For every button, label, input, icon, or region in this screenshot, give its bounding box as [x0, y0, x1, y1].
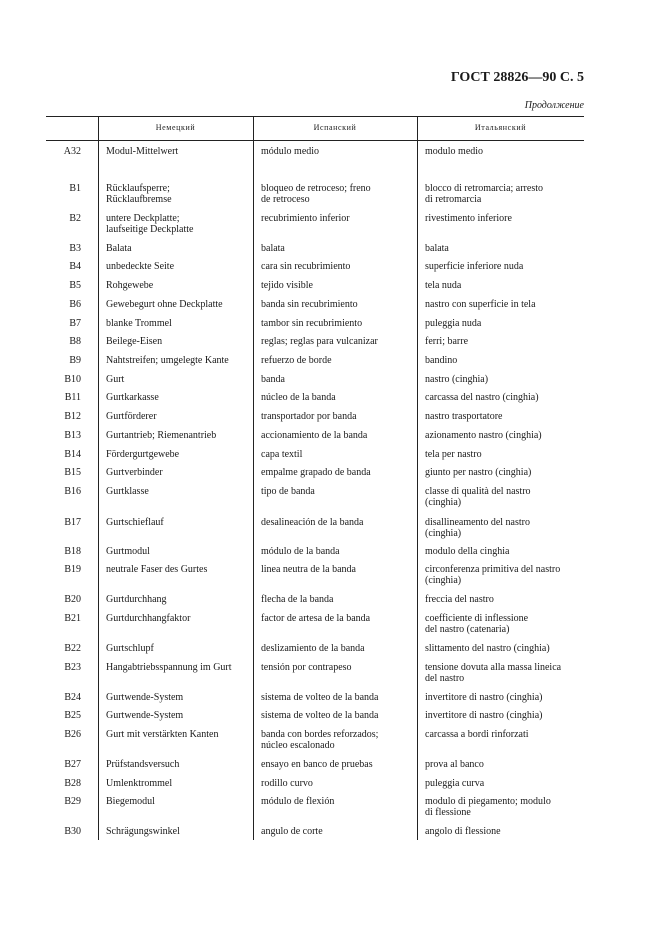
- italian-term: carcassa a bordi rinforzati: [425, 729, 529, 740]
- italian-term: modulo medio: [425, 146, 484, 157]
- italian-term: freccia del nastro: [425, 594, 494, 605]
- german-term: blanke Trommel: [106, 318, 172, 329]
- term-code: B2: [69, 213, 81, 224]
- german-term: Schrägungswinkel: [106, 826, 180, 837]
- column-divider: [98, 116, 99, 840]
- italian-term: coefficiente di inflessione del nastro (catenaria): [425, 613, 529, 635]
- spanish-term: recubrimiento inferior: [261, 213, 350, 224]
- german-term: Gurtschlupf: [106, 643, 154, 654]
- german-term: Gewebegurt ohne Deckplatte: [106, 299, 223, 310]
- german-term: Gurtschieflauf: [106, 517, 164, 528]
- german-term: Gurtantrieb; Riemenantrieb: [106, 430, 217, 441]
- german-term: Gurtkarkasse: [106, 392, 159, 403]
- spanish-term: módulo medio: [261, 146, 320, 157]
- italian-term: blocco di retromarcia; arresto di retromarcia: [425, 183, 543, 205]
- italian-term: puleggia nuda: [425, 318, 482, 329]
- spanish-term: tejido visible: [261, 280, 313, 291]
- term-code: B6: [69, 299, 81, 310]
- term-code: B22: [64, 643, 81, 654]
- spanish-term: capa textil: [261, 449, 303, 460]
- spanish-term: transportador por banda: [261, 411, 357, 422]
- term-code: B1: [69, 183, 81, 194]
- table-header-rule: [46, 140, 584, 141]
- spanish-term: flecha de la banda: [261, 594, 334, 605]
- german-term: Gurt mit verstärkten Kanten: [106, 729, 219, 740]
- term-code: B9: [69, 355, 81, 366]
- german-term: Rohgewebe: [106, 280, 154, 291]
- italian-term: superficie inferiore nuda: [425, 261, 524, 272]
- term-code: B19: [64, 564, 81, 575]
- spanish-term: empalme grapado de banda: [261, 467, 371, 478]
- spanish-term: núcleo de la banda: [261, 392, 336, 403]
- german-term: Biegemodul: [106, 796, 155, 807]
- italian-term: rivestimento inferiore: [425, 213, 512, 224]
- term-code: B24: [64, 692, 81, 703]
- german-term: Gurt: [106, 374, 125, 385]
- column-header-spanish: Испанский: [313, 123, 357, 132]
- italian-term: nastro con superficie in tela: [425, 299, 536, 310]
- italian-term: disallineamento del nastro (cinghia): [425, 517, 530, 539]
- german-term: Gurtdurchhangfaktor: [106, 613, 191, 624]
- column-header-german: Немецкий: [155, 123, 196, 132]
- term-code: B11: [64, 392, 81, 403]
- spanish-term: módulo de flexión: [261, 796, 335, 807]
- term-code: B28: [64, 778, 81, 789]
- page-header: ГОСТ 28826—90 С. 5: [450, 70, 584, 85]
- spanish-term: tensión por contrapeso: [261, 662, 352, 673]
- italian-term: modulo della cinghia: [425, 546, 510, 557]
- italian-term: nastro trasportatore: [425, 411, 503, 422]
- german-term: Gurtdurchhang: [106, 594, 167, 605]
- spanish-term: banda: [261, 374, 285, 385]
- column-divider: [417, 116, 418, 840]
- italian-term: invertitore di nastro (cinghia): [425, 692, 543, 703]
- term-code: B3: [69, 243, 81, 254]
- italian-term: tela per nastro: [425, 449, 482, 460]
- italian-term: modulo di piegamento; modulo di flessione: [425, 796, 551, 818]
- german-term: Gurtmodul: [106, 546, 150, 557]
- italian-term: balata: [425, 243, 449, 254]
- spanish-term: cara sin recubrimiento: [261, 261, 351, 272]
- spanish-term: ensayo en banco de pruebas: [261, 759, 373, 770]
- german-term: Rücklaufsperre; Rücklaufbremse: [106, 183, 172, 205]
- term-code: B26: [64, 729, 81, 740]
- term-code: B7: [69, 318, 81, 329]
- spanish-term: linea neutra de la banda: [261, 564, 356, 575]
- term-code: B23: [64, 662, 81, 673]
- italian-term: ferri; barre: [425, 336, 469, 347]
- spanish-term: sistema de volteo de la banda: [261, 710, 379, 721]
- term-code: B18: [64, 546, 81, 557]
- german-term: untere Deckplatte; laufseitige Deckplatte: [106, 213, 194, 235]
- term-code: B5: [69, 280, 81, 291]
- italian-term: classe di qualità del nastro (cinghia): [425, 486, 531, 508]
- italian-term: tela nuda: [425, 280, 462, 291]
- term-code: B30: [64, 826, 81, 837]
- spanish-term: rodillo curvo: [261, 778, 313, 789]
- term-code: B10: [64, 374, 81, 385]
- term-code: B8: [69, 336, 81, 347]
- term-code: B29: [64, 796, 81, 807]
- italian-term: azionamento nastro (cinghia): [425, 430, 542, 441]
- term-code: B15: [64, 467, 81, 478]
- spanish-term: factor de artesa de la banda: [261, 613, 371, 624]
- spanish-term: banda con bordes reforzados; núcleo escalonado: [261, 729, 379, 751]
- german-term: Gurtverbinder: [106, 467, 163, 478]
- term-code: B16: [64, 486, 81, 497]
- spanish-term: tambor sin recubrimiento: [261, 318, 363, 329]
- spanish-term: bloqueo de retroceso; freno de retroceso: [261, 183, 371, 205]
- term-code: B27: [64, 759, 81, 770]
- german-term: Fördergurtgewebe: [106, 449, 180, 460]
- german-term: Gurtwende-System: [106, 692, 184, 703]
- spanish-term: módulo de la banda: [261, 546, 340, 557]
- german-term: Gurtklasse: [106, 486, 149, 497]
- german-term: Prüfstandsversuch: [106, 759, 180, 770]
- italian-term: angolo di flessione: [425, 826, 501, 837]
- italian-term: circonferenza primitiva del nastro (cinghia): [425, 564, 561, 586]
- german-term: Hangabtriebsspannung im Gurt: [106, 662, 232, 673]
- term-code: B25: [64, 710, 81, 721]
- spanish-term: balata: [261, 243, 285, 254]
- german-term: Balata: [106, 243, 132, 254]
- continuation-label: Продолжение: [524, 100, 584, 111]
- term-code: B20: [64, 594, 81, 605]
- column-header-italian: Итальянский: [474, 123, 527, 132]
- german-term: Gurtwende-System: [106, 710, 184, 721]
- italian-term: prova al banco: [425, 759, 484, 770]
- term-code: B4: [69, 261, 81, 272]
- term-code: B17: [64, 517, 81, 528]
- italian-term: invertitore di nastro (cinghia): [425, 710, 543, 721]
- spanish-term: tipo de banda: [261, 486, 315, 497]
- german-term: Beilege-Eisen: [106, 336, 163, 347]
- italian-term: giunto per nastro (cinghia): [425, 467, 532, 478]
- spanish-term: banda sin recubrimiento: [261, 299, 358, 310]
- spanish-term: angulo de corte: [261, 826, 323, 837]
- italian-term: tensione dovuta alla massa lineica del nastro: [425, 662, 562, 684]
- italian-term: bandino: [425, 355, 458, 366]
- spanish-term: sistema de volteo de la banda: [261, 692, 379, 703]
- german-term: Modul-Mittelwert: [106, 146, 179, 157]
- italian-term: puleggia curva: [425, 778, 485, 789]
- spanish-term: refuerzo de borde: [261, 355, 332, 366]
- term-code: A32: [63, 146, 81, 157]
- spanish-term: desalineación de la banda: [261, 517, 364, 528]
- spanish-term: reglas; reglas para vulcanizar: [261, 336, 378, 347]
- german-term: unbedeckte Seite: [106, 261, 175, 272]
- spanish-term: deslizamiento de la banda: [261, 643, 365, 654]
- term-code: B13: [64, 430, 81, 441]
- german-term: Nahtstreifen; umgelegte Kante: [106, 355, 229, 366]
- italian-term: nastro (cinghia): [425, 374, 489, 385]
- italian-term: carcassa del nastro (cinghia): [425, 392, 539, 403]
- term-code: B14: [64, 449, 81, 460]
- italian-term: slittamento del nastro (cinghia): [425, 643, 550, 654]
- spanish-term: accionamiento de la banda: [261, 430, 368, 441]
- german-term: Umlenktrommel: [106, 778, 173, 789]
- german-term: neutrale Faser des Gurtes: [106, 564, 208, 575]
- german-term: Gurtförderer: [106, 411, 157, 422]
- term-code: B21: [64, 613, 81, 624]
- term-code: B12: [64, 411, 81, 422]
